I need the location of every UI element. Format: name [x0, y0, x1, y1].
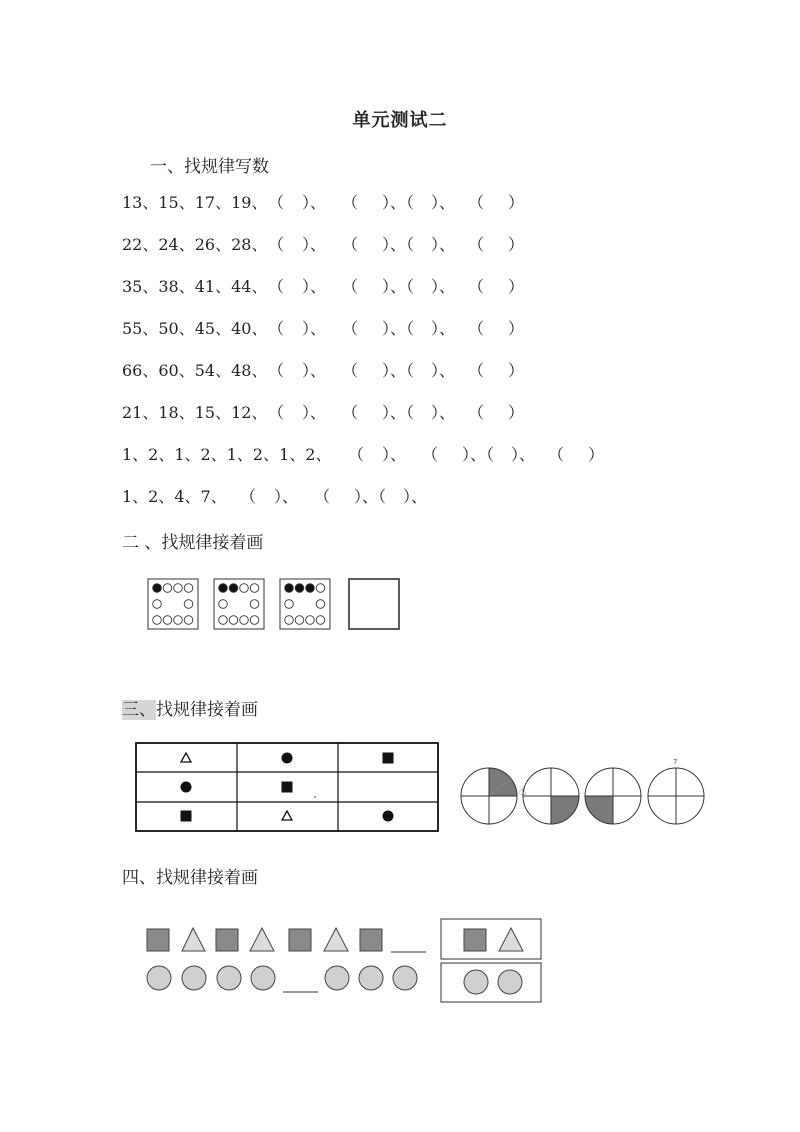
triangle-shape — [250, 928, 274, 951]
answer-paren: （ — [314, 487, 331, 506]
answer-paren: （ — [342, 361, 359, 380]
answer-paren: （ — [342, 235, 359, 254]
answer-paren: ）、（ — [462, 445, 495, 464]
answer-paren: （ — [268, 193, 285, 212]
answer-paren: ）、 — [431, 319, 456, 338]
answer-paren: ）、 — [302, 235, 327, 254]
triangle-shape — [182, 928, 205, 951]
answer-paren: （ — [268, 403, 285, 422]
answer-paren: （ — [240, 487, 257, 506]
answer-paren: ） — [508, 403, 525, 422]
answer-paren: （ — [422, 445, 439, 464]
answer-paren: （ — [342, 403, 359, 422]
circle-shape — [498, 970, 522, 994]
circle-mark: 7 — [673, 758, 678, 766]
section2-heading: 二 、找规律接着画 — [122, 533, 264, 553]
answer-paren: ） — [588, 445, 605, 464]
circle-shape — [325, 966, 349, 990]
answer-paren: ）、 — [302, 319, 327, 338]
answer-paren: （ — [468, 361, 485, 380]
answer-paren: ）、 — [431, 277, 456, 296]
circle-shape — [464, 970, 488, 994]
page-title: 单元测试二 — [352, 110, 448, 131]
circle-shape — [182, 966, 206, 990]
answer-paren: （ — [468, 403, 485, 422]
circle-shape — [217, 966, 241, 990]
answer-paren: ）、 — [431, 361, 456, 380]
sequence-numbers: 21、18、15、12、 — [122, 403, 268, 422]
square-shape — [360, 929, 382, 951]
answer-paren: ）、 — [382, 445, 407, 464]
answer-paren: ）、（ — [382, 193, 415, 212]
answer-paren: （ — [348, 445, 365, 464]
square-shape — [147, 929, 169, 951]
section3-heading-number: 三、 — [122, 700, 156, 720]
answer-paren: （ — [468, 235, 485, 254]
answer-paren: （ — [268, 361, 285, 380]
answer-paren: ）、 — [403, 487, 428, 506]
answer-paren: ）、（ — [354, 487, 387, 506]
answer-paren: ） — [508, 361, 525, 380]
sequence-numbers: 55、50、45、40、 — [122, 319, 268, 338]
circle-shape — [147, 966, 171, 990]
answer-paren: ） — [508, 277, 525, 296]
answer-paren: ）、 — [302, 361, 327, 380]
answer-paren: ）、 — [511, 445, 536, 464]
section4-heading: 四、找规律接着画 — [122, 868, 258, 888]
answer-paren: （ — [342, 277, 359, 296]
square-shape — [216, 929, 238, 951]
sequence-numbers: 22、24、26、28、 — [122, 235, 268, 254]
answer-paren: ） — [508, 319, 525, 338]
answer-paren: ）、（ — [382, 361, 415, 380]
answer-paren: （ — [342, 193, 359, 212]
sequence-numbers: 1、2、1、2、1、2、1、2、 — [122, 445, 332, 464]
square-shape — [464, 929, 486, 951]
answer-paren: ）、 — [302, 403, 327, 422]
sequence-numbers: 35、38、41、44、 — [122, 277, 268, 296]
circle-shape — [251, 966, 275, 990]
circle-shape — [393, 966, 417, 990]
answer-paren: （ — [468, 277, 485, 296]
answer-paren: ）、 — [431, 193, 456, 212]
option-box-1 — [441, 919, 541, 959]
triangle-shape — [499, 928, 523, 951]
answer-paren: ）、（ — [382, 319, 415, 338]
answer-paren: （ — [468, 319, 485, 338]
section3-heading-text: 找规律接着画 — [156, 700, 258, 720]
answer-paren: ）、 — [431, 235, 456, 254]
section1-heading: 一、找规律写数 — [150, 157, 269, 177]
answer-paren: ）、 — [302, 193, 327, 212]
triangle-shape — [324, 928, 348, 951]
answer-paren: ）、 — [431, 403, 456, 422]
sequence-numbers: 1、2、4、7、 — [122, 487, 227, 506]
sequence-numbers: 13、15、17、19、 — [122, 193, 268, 212]
answer-paren: （ — [268, 277, 285, 296]
answer-paren: ）、（ — [382, 277, 415, 296]
svg-text:☝: ☝ — [519, 784, 527, 798]
answer-paren: （ — [468, 193, 485, 212]
answer-paren: ）、（ — [382, 235, 415, 254]
option-box-2 — [441, 963, 541, 1002]
answer-paren: （ — [268, 235, 285, 254]
answer-paren: ）、 — [274, 487, 299, 506]
circle-shape — [359, 966, 383, 990]
answer-paren: （ — [342, 319, 359, 338]
sequence-numbers: 66、60、54、48、 — [122, 361, 268, 380]
answer-paren: （ — [548, 445, 565, 464]
answer-paren: ）、 — [302, 277, 327, 296]
answer-paren: ） — [508, 235, 525, 254]
square-shape — [289, 929, 311, 951]
answer-paren: ） — [508, 193, 525, 212]
answer-paren: （ — [268, 319, 285, 338]
answer-paren: ）、（ — [382, 403, 415, 422]
